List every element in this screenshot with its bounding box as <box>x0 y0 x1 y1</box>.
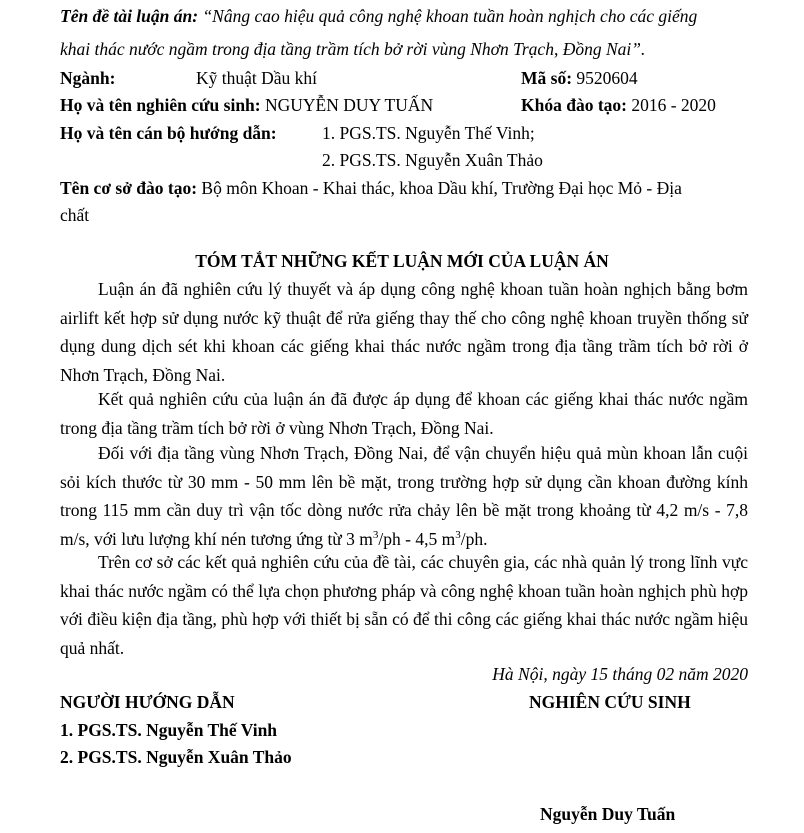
left-signature-1: 1. PGS.TS. Nguyễn Thế Vinh <box>60 720 278 740</box>
student-value: NGUYỄN DUY TUẤN <box>264 95 434 115</box>
institution-value-2: chất <box>60 205 90 225</box>
code-field <box>521 66 638 90</box>
supervisors-label: Họ và tên cán bộ hướng dẫn: <box>60 123 277 143</box>
major-value: Kỹ thuật Dầu khí <box>196 68 318 88</box>
thesis-title-line-2: khai thác nước ngầm trong địa tầng trầm tích bở rời vùng Nhơn Trạch, Đồng Nai”. <box>60 39 646 59</box>
paragraph-1: Luận án đã nghiên cứu lý thuyết và áp dụng công nghệ khoan tuần hoàn nghịch bằng bơm airlift kết hợp sử dụng nước kỹ thuật để rửa giếng thay thế cho công nghệ khoan truyền thống sử dụng dung dịch sét khi khoan các giếng khai thác nước ngầm trong địa tầng trầm tích bở rời ở Nhơn Trạch, Đồng Nai. <box>60 279 748 385</box>
major-label: Ngành: <box>60 68 116 88</box>
superscript-2: 3 <box>455 528 461 541</box>
course-value: 2016 - 2020 <box>631 95 716 115</box>
paragraph-4: Trên cơ sở các kết quả nghiên cứu của đề tài, các chuyên gia, các nhà quản lý trong lĩnh vực khai thác nước ngầm có thể lựa chọn phương pháp và công nghệ khoan tuần hoàn nghịch phù hợp với điều kiện địa tầng, phù hợp với thiết bị sẵn có để thi công các giếng khai thác nước ngầm hiệu quả nhất. <box>60 552 748 658</box>
left-signature-title: NGƯỜI HƯỚNG DẪN <box>60 692 235 712</box>
institution-value-1: Bộ môn Khoan - Khai thác, khoa Dầu khí, Trường Đại học Mỏ - Địa <box>201 178 682 198</box>
supervisor-1: 1. PGS.TS. Nguyễn Thế Vinh; <box>322 123 535 143</box>
right-signature-name: Nguyễn Duy Tuấn <box>540 804 676 824</box>
left-signature-2: 2. PGS.TS. Nguyễn Xuân Thảo <box>60 747 292 767</box>
paragraph-3-text-a: Đối với địa tầng vùng Nhơn Trạch, Đồng Nai, để vận chuyển hiệu quả mùn khoan lẫn cuội sỏi kích thước từ 30 mm - 50 mm lên bề mặt, trong trường hợp sử dụng cần khoan đường kính trong 115 mm cần duy trì vận tốc dòng nước rửa chảy lên bề mặt trong khoảng từ 4,2 m/s - 7,8 m/s, với lưu lượng khí nén tương ứng từ 3 m <box>60 443 748 549</box>
thesis-title-line-1 <box>60 4 697 28</box>
right-signature-title: NGHIÊN CỨU SINH <box>529 692 691 712</box>
supervisor-2: 2. PGS.TS. Nguyễn Xuân Thảo <box>322 150 543 170</box>
code-label: Mã số: <box>521 68 573 88</box>
institution-line-1 <box>60 176 682 200</box>
paragraph-3-text-c: /ph. <box>460 528 488 549</box>
course-field <box>521 93 716 117</box>
student-field <box>60 93 433 117</box>
paragraph-3-text-b: /ph - 4,5 m <box>378 528 456 549</box>
superscript-1: 3 <box>372 528 379 541</box>
paragraph-2: Kết quả nghiên cứu của luận án đã được áp dụng để khoan các giếng khai thác nước ngầm trong địa tầng trầm tích bở rời ở vùng Nhơn Trạch, Đồng Nai. <box>60 389 748 438</box>
code-value: 9520604 <box>576 68 638 88</box>
date-place: Hà Nội, ngày 15 tháng 02 năm 2020 <box>492 664 748 684</box>
course-label: Khóa đào tạo: <box>521 95 627 115</box>
summary-title: TÓM TẮT NHỮNG KẾT LUẬN MỚI CỦA LUẬN ÁN <box>195 251 609 271</box>
paragraph-3 <box>60 439 748 553</box>
thesis-title-label: Tên đề tài luận án: <box>60 6 199 26</box>
institution-label: Tên cơ sở đào tạo: <box>60 178 198 198</box>
student-label: Họ và tên nghiên cứu sinh: <box>60 95 261 115</box>
thesis-title-text-1: “Nâng cao hiệu quả công nghệ khoan tuần hoàn nghịch cho các giếng <box>202 6 698 26</box>
